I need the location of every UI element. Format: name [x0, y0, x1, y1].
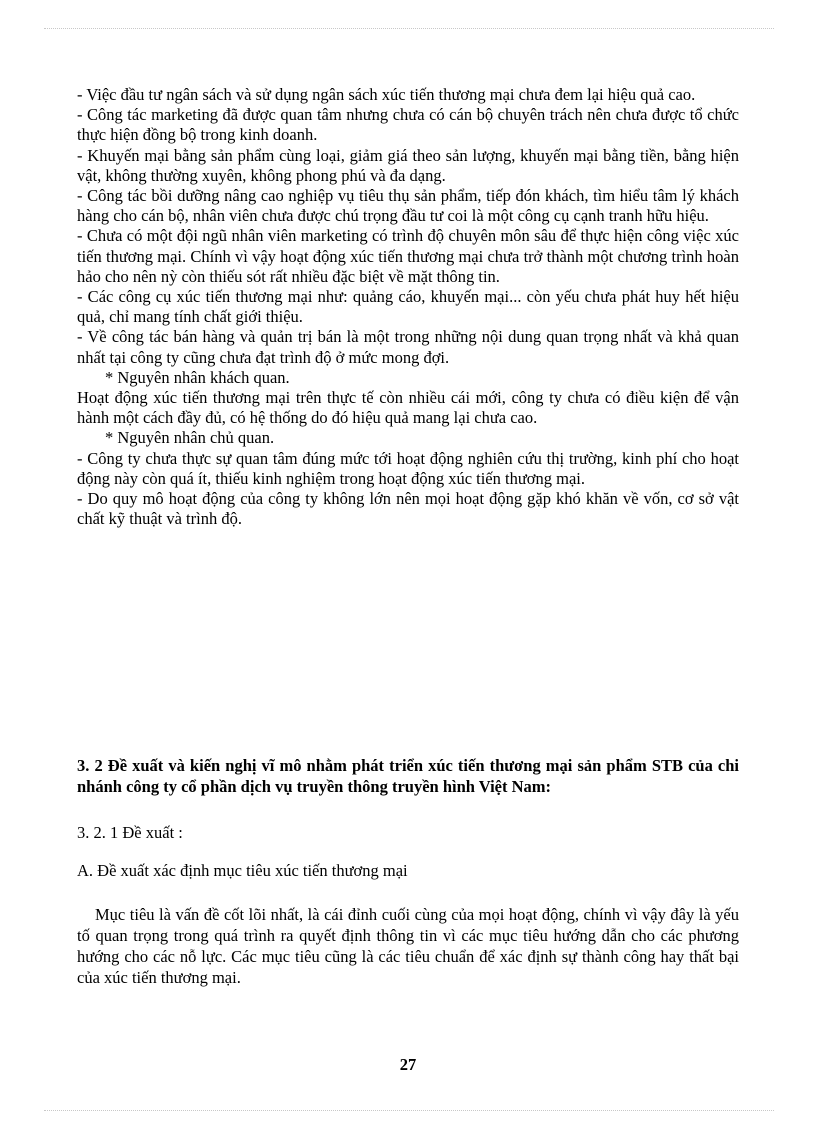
paragraph-company-scale: - Do quy mô hoạt động của công ty không lớn nên mọi hoạt động gặp khó khăn về vốn, cơ sở vật chất kỹ thuật và trình độ. — [77, 489, 739, 529]
paragraph-promotion: - Khuyến mại bằng sản phẩm cùng loại, giảm giá theo sản lượng, khuyến mại bằng tiền, bằng hiện vật, không thường xuyên, không phong phú và đa dạng. — [77, 145, 739, 185]
body-paragraph: Mục tiêu là vấn đề cốt lõi nhất, là cái đỉnh cuối cùng của mọi hoạt động, chính vì vậy đây là yếu tố quan trọng trong quá trình ra quyết định thông tin vì các mục tiêu hướng dẫn cho các phương hướng cho các nỗ lực. Các mục tiêu cũng là các tiêu chuẩn để xác định sự thành công hay thất bại của xúc tiến thương mại. — [77, 905, 739, 987]
page-body — [77, 85, 739, 529]
page-bottom-border — [44, 1110, 774, 1111]
note-subjective-causes: * Nguyên nhân chủ quan. — [105, 428, 275, 448]
subsection-title: 3. 2. 1 Đề xuất : — [77, 823, 183, 842]
paragraph-marketing: - Công tác marketing đã được quan tâm nhưng chưa có cán bộ chuyên trách nên chưa được tổ chức thực hiện đồng bộ trong kinh doanh. — [77, 105, 739, 145]
paragraph-tools: - Các công cụ xúc tiến thương mại như: quảng cáo, khuyến mại... còn yếu chưa phát huy hết hiệu quả, chỉ mang tính chất giới thiệu. — [77, 287, 739, 327]
note-objective-causes: * Nguyên nhân khách quan. — [105, 367, 290, 387]
paragraph-sales: - Về công tác bán hàng và quản trị bán là một trong những nội dung quan trọng nhất và khả quan nhất tại công ty cũng chưa đạt trình độ ở mức mong đợi. — [77, 327, 739, 367]
paragraph-objective-causes: Hoạt động xúc tiến thương mại trên thực tế còn nhiều cái mới, công ty chưa có điều kiện để vận hành một cách đầy đủ, có hệ thống do đó hiệu quả mang lại chưa cao. — [77, 388, 739, 428]
paragraph-training: - Công tác bồi dưỡng nâng cao nghiệp vụ tiêu thụ sản phẩm, tiếp đón khách, tìm hiểu tâm lý khách hàng cho cán bộ, nhân viên chưa được chú trọng đầu tư coi là một công cụ cạnh tranh hữu hiệu. — [77, 186, 739, 226]
section-heading: 3. 2 Đề xuất và kiến nghị vĩ mô nhằm phát triển xúc tiến thương mại sản phẩm STB của chi nhánh công ty cổ phần dịch vụ truyền thông truyền hình Việt Nam: — [77, 756, 739, 796]
paragraph-budget: - Việc đầu tư ngân sách và sử dụng ngân sách xúc tiến thương mại chưa đem lại hiệu quả cao. — [77, 85, 696, 104]
paragraph-staff: - Chưa có một đội ngũ nhân viên marketing có trình độ chuyên môn sâu để thực hiện công việc xúc tiến thương mại. Chính vì vậy hoạt động xúc tiến thương mại chưa trở thành một chương trình hoàn hảo cho nên nỳ còn thiếu sót rất nhiều đặc biệt về mặt thông tin. — [77, 226, 739, 286]
subsection-a-title: A. Đề xuất xác định mục tiêu xúc tiến thương mại — [77, 861, 408, 880]
page-number: 27 — [399, 1055, 417, 1074]
page-top-border — [44, 28, 774, 29]
paragraph-market-research: - Công ty chưa thực sự quan tâm đúng mức tới hoạt động nghiên cứu thị trường, kinh phí cho hoạt động này còn quá ít, thiếu kinh nghiệm trong hoạt động xúc tiến thương mại. — [77, 448, 739, 488]
